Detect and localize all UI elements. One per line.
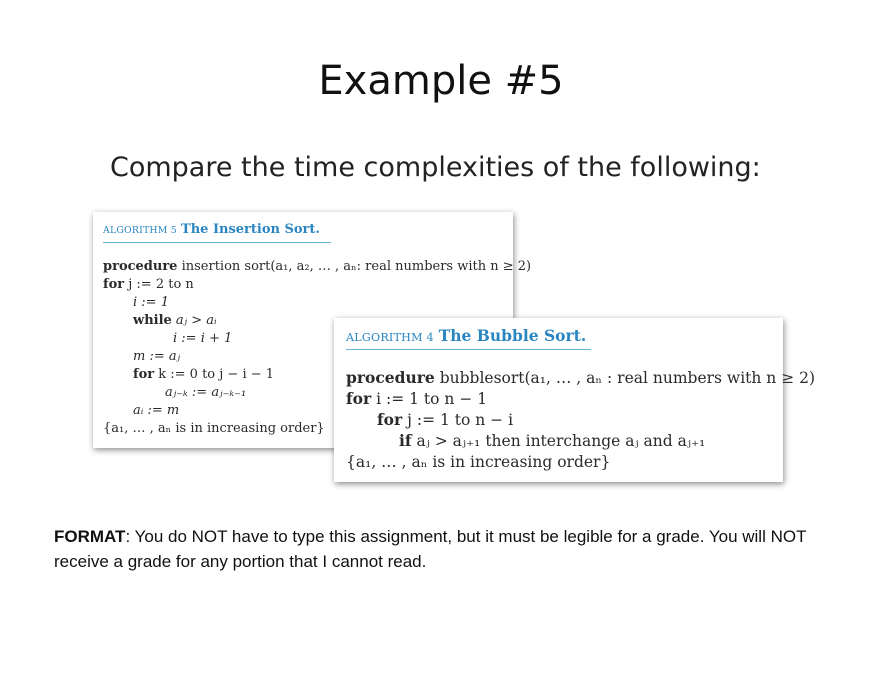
insertion-sort-label: ALGORITHM 5 bbox=[103, 225, 177, 236]
code-line bbox=[133, 296, 169, 309]
insertion-sort-name: The Insertion Sort. bbox=[181, 222, 320, 237]
code-text: k := 0 to j − i − 1 bbox=[154, 367, 275, 382]
code-keyword: procedure bbox=[346, 368, 435, 387]
code-line bbox=[103, 260, 531, 273]
page-title: Example #5 bbox=[318, 58, 564, 104]
code-text: aᵢ := m bbox=[133, 403, 180, 418]
code-text: j := 1 to n − i bbox=[402, 411, 514, 429]
code-keyword: for bbox=[133, 367, 155, 382]
code-text: j := 2 to n bbox=[124, 277, 194, 292]
format-note bbox=[54, 524, 844, 574]
code-keyword: while bbox=[133, 313, 172, 328]
code-text: {a₁, … , aₙ is in increasing order} bbox=[346, 453, 611, 471]
bubble-sort-label: ALGORITHM 4 bbox=[346, 331, 434, 344]
code-line bbox=[346, 454, 610, 471]
code-keyword: for bbox=[346, 389, 372, 408]
code-line bbox=[346, 370, 815, 387]
code-keyword: for bbox=[377, 410, 403, 429]
code-line bbox=[133, 404, 179, 417]
code-text: i := i + 1 bbox=[173, 331, 233, 346]
code-line bbox=[133, 314, 217, 327]
insertion-sort-rule bbox=[103, 242, 331, 243]
bubble-sort-box bbox=[334, 318, 816, 482]
page-subtitle: Compare the time complexities of the following: bbox=[110, 152, 761, 183]
code-text: m := aⱼ bbox=[133, 349, 181, 364]
code-line bbox=[399, 433, 705, 450]
code-text: aⱼ > aⱼ₊₁ then interchange aⱼ and aⱼ₊₁ bbox=[411, 432, 706, 450]
format-text: : You do NOT have to type this assignment, but it must be legible for a grade. You will NOT receive a grade for any portion that I cannot read. bbox=[54, 527, 807, 571]
code-text: insertion sort(a₁, a₂, … , aₙ: real numbers with n ≥ 2) bbox=[177, 259, 532, 274]
insertion-sort-heading bbox=[103, 222, 320, 237]
bubble-sort-name: The Bubble Sort. bbox=[438, 326, 587, 345]
code-text: aⱼ₋ₖ := aⱼ₋ₖ₋₁ bbox=[165, 385, 247, 400]
code-keyword: if bbox=[399, 431, 412, 450]
code-keyword: for bbox=[103, 277, 125, 292]
code-line bbox=[173, 332, 232, 345]
code-text: i := 1 bbox=[133, 295, 169, 310]
code-line bbox=[103, 422, 325, 435]
code-text: aⱼ > aᵢ bbox=[171, 313, 217, 328]
bubble-sort-heading bbox=[346, 326, 586, 345]
code-line bbox=[133, 350, 180, 363]
code-line bbox=[103, 278, 194, 291]
code-text: {a₁, … , aₙ is in increasing order} bbox=[103, 421, 325, 436]
code-line bbox=[346, 391, 487, 408]
code-text: bubblesort(a₁, … , aₙ : real numbers with n ≥ 2) bbox=[434, 369, 816, 387]
code-line bbox=[133, 368, 274, 381]
bubble-sort-rule bbox=[346, 349, 591, 350]
format-label: FORMAT bbox=[54, 527, 126, 546]
code-keyword: procedure bbox=[103, 259, 178, 274]
code-line bbox=[377, 412, 513, 429]
code-text: i := 1 to n − 1 bbox=[371, 390, 488, 408]
code-line bbox=[165, 386, 246, 399]
